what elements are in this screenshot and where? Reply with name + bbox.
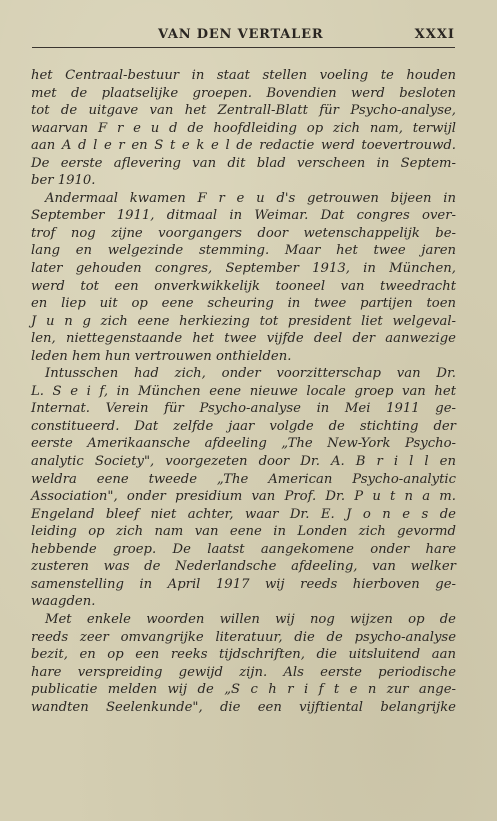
text-line: Andermaal kwamen F r e u d's getrouwen bijeen in — [45, 190, 456, 206]
text-line: lang en welgezinde stemming. Maar het twee jaren — [31, 243, 456, 259]
text-line: waarvan F r e u d de hoofdleiding op zich nam, terwijl — [31, 120, 456, 136]
running-head: VAN DEN VERTALER — [158, 27, 324, 42]
text-line: leden hem hun vertrouwen onthielden. — [31, 348, 292, 364]
text-line: len, niettegenstaande het twee vijfde deel der aanwezige — [31, 331, 456, 347]
text-line: L. S e i f, in München eene nieuwe locale groep van het — [31, 383, 456, 399]
text-line: zusteren was de Nederlandsche afdeeling, van welker — [31, 559, 456, 575]
text-line: tot de uitgave van het Zentrall-Blatt für Psycho-analyse, — [31, 103, 456, 119]
text-line: analytic Society", voorgezeten door Dr. A. B r i l l en — [31, 454, 456, 470]
text-line: eerste Amerikaansche afdeeling „The New-York Psycho- — [31, 436, 456, 452]
text-line: met de plaatselijke groepen. Bovendien werd besloten — [31, 85, 456, 101]
text-line: het Centraal-bestuur in staat stellen voeling te houden — [31, 68, 456, 83]
text-line: De eerste aflevering van dit blad verscheen in Septem- — [31, 155, 456, 171]
text-line: aan A d l e r en S t e k e l de redactie werd toevertrouwd. — [31, 138, 456, 154]
text-line: trof nog zijne voorgangers door wetenschappelijk be- — [31, 225, 456, 241]
text-line: hebbende groep. De laatst aangekomene onder hare — [31, 541, 456, 557]
header-rule — [32, 47, 455, 48]
text-line: J u n g zich eene herkiezing tot president liet welgeval- — [31, 313, 456, 329]
text-line: leiding op zich nam van eene in Londen zich gevormd — [31, 524, 456, 540]
text-line: constitueerd. Dat zelfde jaar volgde de stichting der — [31, 418, 456, 434]
text-line: reeds zeer omvangrijke literatuur, die de psycho-analyse — [31, 629, 456, 645]
text-line: werd tot een onverkwikkelijk tooneel van tweedracht — [31, 278, 456, 294]
page-header — [32, 27, 455, 51]
text-line: Intusschen had zich, onder voorzitterschap van Dr. — [45, 366, 456, 382]
text-line: Internat. Verein für Psycho-analyse in Mei 1911 ge- — [31, 401, 456, 417]
text-line: bezit, en op een reeks tijdschriften, die uitsluitend aan — [31, 647, 456, 663]
text-line: Met enkele woorden willen wij nog wijzen op de — [45, 611, 456, 627]
text-line: publicatie melden wij de „S c h r i f t e n zur ange- — [31, 682, 456, 698]
text-line: waagden. — [31, 594, 96, 610]
text-line: en liep uit op eene scheuring in twee partijen toen — [31, 296, 456, 312]
text-line: samenstelling in April 1917 wij reeds hierboven ge- — [31, 576, 456, 592]
page-number: XXXI — [414, 27, 455, 42]
text-line: September 1911, ditmaal in Weimar. Dat congres over- — [31, 208, 456, 224]
text-line: weldra eene tweede „The American Psycho-analytic — [31, 471, 456, 487]
text-line: wandten Seelenkunde", die een vijftiental belangrijke — [31, 699, 456, 715]
text-line: hare verspreiding gewijd zijn. Als eerste periodische — [31, 664, 456, 680]
text-line: later gehouden congres, September 1913, in München, — [31, 261, 456, 277]
body-text — [31, 67, 456, 716]
text-line: Engeland bleef niet achter, waar Dr. E. J o n e s de — [31, 506, 456, 522]
text-line: ber 1910. — [31, 173, 96, 189]
text-line: Association", onder presidium van Prof. Dr. P u t n a m. — [31, 489, 456, 505]
